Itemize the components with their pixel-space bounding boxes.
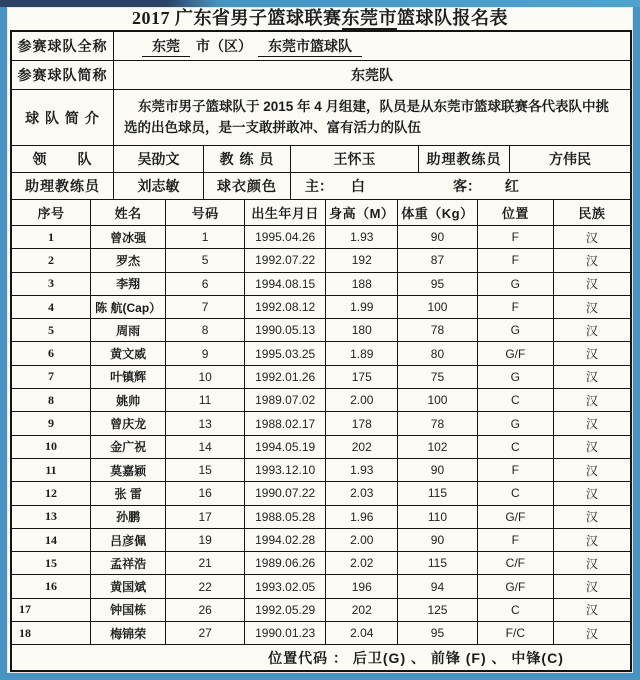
player-weight: 115 bbox=[398, 552, 478, 575]
player-position: G/F bbox=[477, 342, 553, 365]
player-dob: 1992.05.29 bbox=[244, 598, 326, 621]
player-name: 孟祥浩 bbox=[90, 552, 165, 575]
player-weight: 90 bbox=[398, 226, 478, 249]
player-position: G/F bbox=[477, 575, 553, 598]
roster-header bbox=[12, 200, 630, 226]
player-name: 金广祝 bbox=[90, 435, 165, 458]
full-name-label: 参赛球队全称 bbox=[12, 32, 114, 60]
player-ethnicity: 汉 bbox=[553, 435, 630, 458]
player-dob: 1994.02.28 bbox=[244, 528, 326, 551]
header-position: 位置 bbox=[477, 200, 553, 226]
player-name: 叶镇辉 bbox=[90, 365, 165, 388]
table-row bbox=[12, 365, 630, 388]
player-position: G bbox=[477, 412, 553, 435]
player-weight: 94 bbox=[398, 575, 478, 598]
player-ethnicity: 汉 bbox=[553, 458, 630, 481]
header-dob: 出生年月日 bbox=[244, 200, 326, 226]
player-height: 2.02 bbox=[326, 552, 398, 575]
player-ethnicity: 汉 bbox=[553, 389, 630, 412]
player-no: 8 bbox=[12, 389, 90, 412]
player-ethnicity: 汉 bbox=[553, 226, 630, 249]
player-dob: 1992.08.12 bbox=[244, 295, 326, 318]
player-height: 1.93 bbox=[326, 458, 398, 481]
row-full-name bbox=[12, 32, 630, 61]
frame-top-shade bbox=[0, 0, 640, 7]
table-row bbox=[12, 575, 630, 598]
player-number: 27 bbox=[166, 622, 244, 645]
table-row bbox=[12, 482, 630, 505]
player-number: 11 bbox=[166, 389, 244, 412]
player-position: C bbox=[477, 482, 553, 505]
player-ethnicity: 汉 bbox=[553, 482, 630, 505]
player-height: 1.99 bbox=[326, 295, 398, 318]
jersey-color-value bbox=[291, 173, 630, 199]
player-no: 12 bbox=[12, 482, 90, 505]
player-no: 2 bbox=[12, 249, 90, 272]
player-weight: 100 bbox=[398, 389, 478, 412]
player-height: 180 bbox=[326, 319, 398, 342]
player-weight: 95 bbox=[398, 622, 478, 645]
player-height: 202 bbox=[326, 435, 398, 458]
jersey-away-group bbox=[453, 176, 519, 196]
player-name: 姚帅 bbox=[90, 389, 165, 412]
player-number: 26 bbox=[166, 598, 244, 621]
player-name: 梅锦荣 bbox=[90, 622, 165, 645]
full-name-middle-text: 市（区） bbox=[196, 38, 252, 54]
header-name: 姓名 bbox=[90, 200, 165, 226]
table-row bbox=[12, 622, 630, 645]
player-no: 17 bbox=[12, 598, 90, 621]
jersey-color-label: 球衣颜色 bbox=[204, 173, 291, 199]
assistant-coach2-value: 刘志敏 bbox=[114, 173, 204, 199]
player-weight: 102 bbox=[398, 435, 478, 458]
player-weight: 78 bbox=[398, 319, 478, 342]
player-dob: 1988.05.28 bbox=[244, 505, 326, 528]
player-name: 曾冰强 bbox=[90, 226, 165, 249]
player-ethnicity: 汉 bbox=[553, 342, 630, 365]
player-number: 5 bbox=[166, 249, 244, 272]
player-dob: 1993.12.10 bbox=[244, 458, 326, 481]
player-ethnicity: 汉 bbox=[553, 505, 630, 528]
title-prefix: 2017 广东省男子篮球联赛 bbox=[132, 8, 342, 28]
table-row bbox=[12, 319, 630, 342]
player-ethnicity: 汉 bbox=[553, 365, 630, 388]
table-row bbox=[12, 389, 630, 412]
header-ethnicity: 民族 bbox=[553, 200, 630, 226]
player-no: 6 bbox=[12, 342, 90, 365]
player-number: 14 bbox=[166, 435, 244, 458]
player-dob: 1990.01.23 bbox=[244, 622, 326, 645]
table-row bbox=[12, 598, 630, 621]
player-height: 2.00 bbox=[326, 389, 398, 412]
leader-value: 吴劭文 bbox=[114, 146, 204, 172]
player-ethnicity: 汉 bbox=[553, 412, 630, 435]
team-intro-label: 球 队 简 介 bbox=[12, 90, 114, 145]
player-name: 张 雷 bbox=[90, 482, 165, 505]
player-ethnicity: 汉 bbox=[553, 272, 630, 295]
player-weight: 87 bbox=[398, 249, 478, 272]
player-position: G bbox=[477, 319, 553, 342]
player-no: 13 bbox=[12, 505, 90, 528]
player-dob: 1994.05.19 bbox=[244, 435, 326, 458]
player-number: 19 bbox=[166, 528, 244, 551]
player-name: 黄文威 bbox=[90, 342, 165, 365]
roster-body bbox=[12, 226, 630, 645]
player-dob: 1989.07.02 bbox=[244, 389, 326, 412]
player-no: 18 bbox=[12, 622, 90, 645]
player-no: 14 bbox=[12, 528, 90, 551]
player-ethnicity: 汉 bbox=[553, 295, 630, 318]
player-height: 196 bbox=[326, 575, 398, 598]
player-position: F bbox=[477, 226, 553, 249]
player-dob: 1992.01.26 bbox=[244, 365, 326, 388]
player-number: 13 bbox=[166, 412, 244, 435]
player-name: 吕彦佩 bbox=[90, 528, 165, 551]
player-ethnicity: 汉 bbox=[553, 249, 630, 272]
player-no: 10 bbox=[12, 435, 90, 458]
player-height: 2.04 bbox=[326, 622, 398, 645]
player-weight: 125 bbox=[398, 598, 478, 621]
player-position: C bbox=[477, 389, 553, 412]
player-no: 7 bbox=[12, 365, 90, 388]
player-number: 15 bbox=[166, 458, 244, 481]
jersey-home-value: 白 bbox=[351, 178, 365, 194]
jersey-away-label: 客： bbox=[453, 178, 481, 194]
player-name: 莫嘉颖 bbox=[90, 458, 165, 481]
table-row bbox=[12, 272, 630, 295]
player-position: C bbox=[477, 435, 553, 458]
form-page bbox=[7, 7, 633, 673]
player-no: 3 bbox=[12, 272, 90, 295]
player-name: 陈 航(Cap） bbox=[90, 295, 165, 318]
table-row bbox=[12, 226, 630, 249]
player-position: C/F bbox=[477, 552, 553, 575]
player-dob: 1993.02.05 bbox=[244, 575, 326, 598]
roster-table bbox=[12, 200, 630, 645]
player-weight: 80 bbox=[398, 342, 478, 365]
player-height: 178 bbox=[326, 412, 398, 435]
team-intro-text: 东莞市男子篮球队于 2015 年 4 月组建，队员是从东莞市篮球联赛各代表队中挑选的出色球员，是一支敢拼敢冲、富有活力的队伍 bbox=[124, 99, 610, 135]
player-position: F/C bbox=[477, 622, 553, 645]
player-dob: 1990.07.22 bbox=[244, 482, 326, 505]
table-row bbox=[12, 435, 630, 458]
row-staff-1 bbox=[12, 146, 630, 173]
player-position: F bbox=[477, 295, 553, 318]
player-number: 10 bbox=[166, 365, 244, 388]
title-suffix: 篮球队报名表 bbox=[397, 8, 508, 28]
player-position: C bbox=[477, 598, 553, 621]
row-staff-2 bbox=[12, 173, 630, 200]
player-name: 孙鹏 bbox=[90, 505, 165, 528]
table-row bbox=[12, 458, 630, 481]
coach-value: 王怀玉 bbox=[291, 146, 419, 172]
player-no: 4 bbox=[12, 295, 90, 318]
player-no: 9 bbox=[12, 412, 90, 435]
player-no: 15 bbox=[12, 552, 90, 575]
header-weight: 体重（Kg） bbox=[398, 200, 478, 226]
player-position: F bbox=[477, 458, 553, 481]
player-number: 6 bbox=[166, 272, 244, 295]
jersey-away-value: 红 bbox=[504, 178, 519, 194]
player-weight: 78 bbox=[398, 412, 478, 435]
player-height: 175 bbox=[326, 365, 398, 388]
row-short-name bbox=[12, 61, 630, 90]
assistant-coach-value: 方伟民 bbox=[549, 151, 591, 167]
player-weight: 110 bbox=[398, 505, 478, 528]
player-weight: 90 bbox=[398, 528, 478, 551]
player-ethnicity: 汉 bbox=[553, 598, 630, 621]
player-no: 11 bbox=[12, 458, 90, 481]
player-height: 1.96 bbox=[326, 505, 398, 528]
team-intro-value bbox=[114, 90, 630, 145]
table-row bbox=[12, 505, 630, 528]
player-name: 李翔 bbox=[90, 272, 165, 295]
player-name: 周雨 bbox=[90, 319, 165, 342]
player-height: 188 bbox=[326, 272, 398, 295]
short-name-value: 东莞队 bbox=[351, 67, 393, 83]
player-number: 1 bbox=[166, 226, 244, 249]
table-row bbox=[12, 528, 630, 551]
player-number: 8 bbox=[166, 319, 244, 342]
player-position: G/F bbox=[477, 505, 553, 528]
header-no: 序号 bbox=[12, 200, 90, 226]
player-name: 罗杰 bbox=[90, 249, 165, 272]
assistant-coach2-label: 助理教练员 bbox=[12, 173, 114, 199]
player-position: F bbox=[477, 528, 553, 551]
player-ethnicity: 汉 bbox=[553, 319, 630, 342]
player-dob: 1994.08.15 bbox=[244, 272, 326, 295]
table-row bbox=[12, 552, 630, 575]
jersey-home-group bbox=[305, 176, 453, 196]
player-height: 2.00 bbox=[326, 528, 398, 551]
player-weight: 90 bbox=[398, 458, 478, 481]
table-row bbox=[12, 295, 630, 318]
page-title bbox=[7, 7, 633, 30]
player-height: 192 bbox=[326, 249, 398, 272]
header-number: 号码 bbox=[166, 200, 244, 226]
registration-form bbox=[10, 30, 632, 672]
player-name: 黄国斌 bbox=[90, 575, 165, 598]
player-number: 22 bbox=[166, 575, 244, 598]
player-ethnicity: 汉 bbox=[553, 528, 630, 551]
leader-label: 领 队 bbox=[12, 146, 114, 172]
title-underlined-city: 东莞市 bbox=[341, 8, 397, 28]
player-dob: 1995.03.25 bbox=[244, 342, 326, 365]
player-weight: 95 bbox=[398, 272, 478, 295]
full-name-city-blank: 东莞 bbox=[142, 36, 190, 57]
player-weight: 115 bbox=[398, 482, 478, 505]
header-height: 身高（M） bbox=[326, 200, 398, 226]
player-no: 1 bbox=[12, 226, 90, 249]
player-position: G bbox=[477, 272, 553, 295]
player-dob: 1990.05.13 bbox=[244, 319, 326, 342]
player-number: 21 bbox=[166, 552, 244, 575]
player-height: 202 bbox=[326, 598, 398, 621]
player-dob: 1989.06.26 bbox=[244, 552, 326, 575]
player-weight: 75 bbox=[398, 365, 478, 388]
table-row bbox=[12, 342, 630, 365]
player-position: G bbox=[477, 365, 553, 388]
player-number: 16 bbox=[166, 482, 244, 505]
full-name-value bbox=[114, 32, 630, 60]
player-position: F bbox=[477, 249, 553, 272]
player-weight: 100 bbox=[398, 295, 478, 318]
player-height: 2.03 bbox=[326, 482, 398, 505]
position-code-note: 位置代码 ： 后卫(G) 、 前锋 (F) 、 中锋(C) bbox=[268, 649, 564, 666]
player-height: 1.93 bbox=[326, 226, 398, 249]
player-number: 9 bbox=[166, 342, 244, 365]
player-no: 5 bbox=[12, 319, 90, 342]
player-ethnicity: 汉 bbox=[553, 622, 630, 645]
player-name: 钟国栋 bbox=[90, 598, 165, 621]
coach-label: 教 练 员 bbox=[204, 146, 291, 172]
table-row bbox=[12, 412, 630, 435]
player-dob: 1995.04.26 bbox=[244, 226, 326, 249]
jersey-home-label: 主： bbox=[305, 178, 333, 194]
full-name-team-blank: 东莞市篮球队 bbox=[258, 36, 362, 57]
assistant-coach-label: 助理教练员 bbox=[419, 146, 510, 172]
player-dob: 1988.02.17 bbox=[244, 412, 326, 435]
table-row bbox=[12, 249, 630, 272]
short-name-label: 参赛球队简称 bbox=[12, 61, 114, 89]
player-height: 1.89 bbox=[326, 342, 398, 365]
player-dob: 1992.07.22 bbox=[244, 249, 326, 272]
player-number: 17 bbox=[166, 505, 244, 528]
player-name: 曾庆龙 bbox=[90, 412, 165, 435]
row-team-intro bbox=[12, 90, 630, 146]
player-no: 16 bbox=[12, 575, 90, 598]
player-number: 7 bbox=[166, 295, 244, 318]
player-ethnicity: 汉 bbox=[553, 552, 630, 575]
player-ethnicity: 汉 bbox=[553, 575, 630, 598]
